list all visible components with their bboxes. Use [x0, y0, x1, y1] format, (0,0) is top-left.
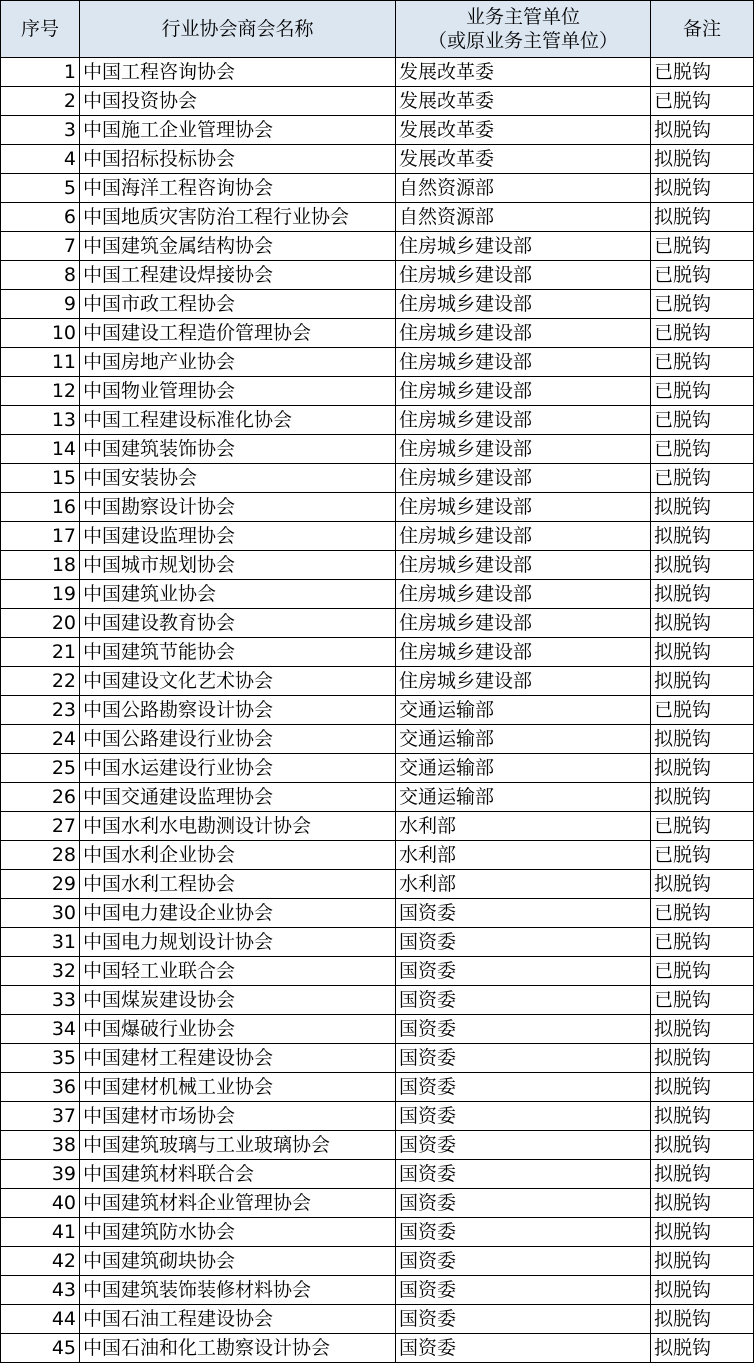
association-name: 中国公路建设行业协会 [80, 725, 396, 754]
supervising-unit: 国资委 [396, 1218, 651, 1247]
status-note: 拟脱钩 [651, 1015, 754, 1044]
status-note: 已脱钩 [651, 841, 754, 870]
status-note: 已脱钩 [651, 261, 754, 290]
association-name: 中国工程咨询协会 [80, 58, 396, 87]
table-row [1, 725, 754, 754]
table-row [1, 232, 754, 261]
row-number: 32 [1, 957, 80, 986]
header-no: 序号 [1, 1, 80, 58]
row-number: 33 [1, 986, 80, 1015]
status-note: 拟脱钩 [651, 725, 754, 754]
status-note: 已脱钩 [651, 377, 754, 406]
table-row [1, 377, 754, 406]
table-row [1, 464, 754, 493]
status-note: 拟脱钩 [651, 1276, 754, 1305]
table-row [1, 145, 754, 174]
association-name: 中国建筑砌块协会 [80, 1247, 396, 1276]
table-row [1, 957, 754, 986]
table-row [1, 1102, 754, 1131]
association-name: 中国建材机械工业协会 [80, 1073, 396, 1102]
row-number: 13 [1, 406, 80, 435]
table-row [1, 667, 754, 696]
row-number: 25 [1, 754, 80, 783]
row-number: 39 [1, 1160, 80, 1189]
association-name: 中国城市规划协会 [80, 551, 396, 580]
status-note: 拟脱钩 [651, 1218, 754, 1247]
row-number: 16 [1, 493, 80, 522]
row-number: 6 [1, 203, 80, 232]
association-name: 中国电力建设企业协会 [80, 899, 396, 928]
table-row [1, 1131, 754, 1160]
table-row [1, 783, 754, 812]
association-name: 中国公路勘察设计协会 [80, 696, 396, 725]
supervising-unit: 住房城乡建设部 [396, 290, 651, 319]
status-note: 拟脱钩 [651, 1131, 754, 1160]
table-row [1, 87, 754, 116]
status-note: 拟脱钩 [651, 1305, 754, 1334]
supervising-unit: 住房城乡建设部 [396, 551, 651, 580]
row-number: 30 [1, 899, 80, 928]
status-note: 已脱钩 [651, 899, 754, 928]
status-note: 拟脱钩 [651, 1073, 754, 1102]
status-note: 已脱钩 [651, 928, 754, 957]
association-name: 中国勘察设计协会 [80, 493, 396, 522]
supervising-unit: 国资委 [396, 1073, 651, 1102]
table-row [1, 928, 754, 957]
table-row [1, 1189, 754, 1218]
table-row [1, 638, 754, 667]
row-number: 22 [1, 667, 80, 696]
association-name: 中国水利工程协会 [80, 870, 396, 899]
association-name: 中国房地产业协会 [80, 348, 396, 377]
row-number: 4 [1, 145, 80, 174]
table-row [1, 1073, 754, 1102]
supervising-unit: 住房城乡建设部 [396, 609, 651, 638]
row-number: 43 [1, 1276, 80, 1305]
row-number: 34 [1, 1015, 80, 1044]
table-row [1, 493, 754, 522]
row-number: 15 [1, 464, 80, 493]
status-note: 已脱钩 [651, 58, 754, 87]
row-number: 1 [1, 58, 80, 87]
header-note: 备注 [651, 1, 754, 58]
row-number: 11 [1, 348, 80, 377]
status-note: 拟脱钩 [651, 667, 754, 696]
association-name: 中国水运建设行业协会 [80, 754, 396, 783]
row-number: 44 [1, 1305, 80, 1334]
association-name: 中国建筑防水协会 [80, 1218, 396, 1247]
association-name: 中国石油和化工勘察设计协会 [80, 1334, 396, 1363]
table-row [1, 1044, 754, 1073]
supervising-unit: 交通运输部 [396, 754, 651, 783]
association-name: 中国建材市场协会 [80, 1102, 396, 1131]
association-name: 中国建筑玻璃与工业玻璃协会 [80, 1131, 396, 1160]
row-number: 21 [1, 638, 80, 667]
status-note: 拟脱钩 [651, 203, 754, 232]
table-row [1, 696, 754, 725]
row-number: 24 [1, 725, 80, 754]
supervising-unit: 国资委 [396, 1131, 651, 1160]
table-row [1, 1305, 754, 1334]
status-note: 拟脱钩 [651, 1247, 754, 1276]
table-row [1, 986, 754, 1015]
row-number: 19 [1, 580, 80, 609]
row-number: 38 [1, 1131, 80, 1160]
status-note: 拟脱钩 [651, 551, 754, 580]
table-row [1, 522, 754, 551]
association-name: 中国招标投标协会 [80, 145, 396, 174]
supervising-unit: 住房城乡建设部 [396, 522, 651, 551]
row-number: 23 [1, 696, 80, 725]
association-name: 中国建筑业协会 [80, 580, 396, 609]
supervising-unit: 国资委 [396, 928, 651, 957]
association-name: 中国投资协会 [80, 87, 396, 116]
status-note: 拟脱钩 [651, 609, 754, 638]
association-name: 中国建筑材料联合会 [80, 1160, 396, 1189]
supervising-unit: 国资委 [396, 1305, 651, 1334]
status-note: 拟脱钩 [651, 783, 754, 812]
association-name: 中国建筑装饰装修材料协会 [80, 1276, 396, 1305]
header-row [1, 1, 754, 58]
supervising-unit: 住房城乡建设部 [396, 261, 651, 290]
status-note: 已脱钩 [651, 435, 754, 464]
association-name: 中国物业管理协会 [80, 377, 396, 406]
supervising-unit: 国资委 [396, 1160, 651, 1189]
association-name: 中国市政工程协会 [80, 290, 396, 319]
association-name: 中国轻工业联合会 [80, 957, 396, 986]
table-body [1, 58, 754, 1363]
table-row [1, 899, 754, 928]
row-number: 8 [1, 261, 80, 290]
association-name: 中国煤炭建设协会 [80, 986, 396, 1015]
supervising-unit: 住房城乡建设部 [396, 667, 651, 696]
supervising-unit: 自然资源部 [396, 203, 651, 232]
status-note: 拟脱钩 [651, 1044, 754, 1073]
status-note: 已脱钩 [651, 696, 754, 725]
table-row [1, 551, 754, 580]
status-note: 拟脱钩 [651, 754, 754, 783]
table-row [1, 841, 754, 870]
association-name: 中国地质灾害防治工程行业协会 [80, 203, 396, 232]
supervising-unit: 水利部 [396, 870, 651, 899]
status-note: 拟脱钩 [651, 174, 754, 203]
supervising-unit: 住房城乡建设部 [396, 232, 651, 261]
header-name: 行业协会商会名称 [80, 1, 396, 58]
supervising-unit: 交通运输部 [396, 783, 651, 812]
status-note: 拟脱钩 [651, 145, 754, 174]
table-row [1, 261, 754, 290]
supervising-unit: 水利部 [396, 812, 651, 841]
table-row [1, 203, 754, 232]
status-note: 拟脱钩 [651, 1189, 754, 1218]
association-name: 中国电力规划设计协会 [80, 928, 396, 957]
row-number: 14 [1, 435, 80, 464]
table-row [1, 1218, 754, 1247]
row-number: 18 [1, 551, 80, 580]
status-note: 已脱钩 [651, 290, 754, 319]
supervising-unit: 住房城乡建设部 [396, 493, 651, 522]
header-dept-line1: 业务主管单位 [465, 6, 580, 28]
status-note: 拟脱钩 [651, 522, 754, 551]
association-name: 中国建筑材料企业管理协会 [80, 1189, 396, 1218]
association-name: 中国建筑金属结构协会 [80, 232, 396, 261]
supervising-unit: 国资委 [396, 1044, 651, 1073]
table-row [1, 1160, 754, 1189]
status-note: 拟脱钩 [651, 580, 754, 609]
association-name: 中国建筑节能协会 [80, 638, 396, 667]
header-dept-line2: （或原业务主管单位） [427, 30, 618, 52]
supervising-unit: 住房城乡建设部 [396, 406, 651, 435]
status-note: 已脱钩 [651, 232, 754, 261]
supervising-unit: 发展改革委 [396, 145, 651, 174]
supervising-unit: 发展改革委 [396, 87, 651, 116]
status-note: 已脱钩 [651, 406, 754, 435]
association-name: 中国建设监理协会 [80, 522, 396, 551]
association-name: 中国安装协会 [80, 464, 396, 493]
row-number: 20 [1, 609, 80, 638]
row-number: 29 [1, 870, 80, 899]
table-row [1, 754, 754, 783]
status-note: 已脱钩 [651, 464, 754, 493]
row-number: 37 [1, 1102, 80, 1131]
table-row [1, 1015, 754, 1044]
row-number: 28 [1, 841, 80, 870]
row-number: 41 [1, 1218, 80, 1247]
supervising-unit: 国资委 [396, 899, 651, 928]
association-name: 中国交通建设监理协会 [80, 783, 396, 812]
association-name: 中国施工企业管理协会 [80, 116, 396, 145]
status-note: 拟脱钩 [651, 116, 754, 145]
table-row [1, 290, 754, 319]
status-note: 已脱钩 [651, 348, 754, 377]
supervising-unit: 交通运输部 [396, 725, 651, 754]
row-number: 12 [1, 377, 80, 406]
table-row [1, 58, 754, 87]
supervising-unit: 国资委 [396, 986, 651, 1015]
association-name: 中国建设工程造价管理协会 [80, 319, 396, 348]
status-note: 已脱钩 [651, 957, 754, 986]
supervising-unit: 发展改革委 [396, 58, 651, 87]
status-note: 已脱钩 [651, 812, 754, 841]
status-note: 拟脱钩 [651, 1160, 754, 1189]
table-row [1, 406, 754, 435]
supervising-unit: 住房城乡建设部 [396, 348, 651, 377]
row-number: 3 [1, 116, 80, 145]
association-name: 中国建设教育协会 [80, 609, 396, 638]
supervising-unit: 住房城乡建设部 [396, 638, 651, 667]
status-note: 已脱钩 [651, 319, 754, 348]
supervising-unit: 国资委 [396, 957, 651, 986]
table-row [1, 1334, 754, 1363]
status-note: 拟脱钩 [651, 638, 754, 667]
supervising-unit: 发展改革委 [396, 116, 651, 145]
table-row [1, 174, 754, 203]
table-row [1, 348, 754, 377]
association-name: 中国建筑装饰协会 [80, 435, 396, 464]
row-number: 2 [1, 87, 80, 116]
header-dept [396, 1, 651, 58]
status-note: 已脱钩 [651, 986, 754, 1015]
row-number: 36 [1, 1073, 80, 1102]
row-number: 45 [1, 1334, 80, 1363]
row-number: 10 [1, 319, 80, 348]
association-name: 中国建材工程建设协会 [80, 1044, 396, 1073]
association-name: 中国建设文化艺术协会 [80, 667, 396, 696]
status-note: 拟脱钩 [651, 1102, 754, 1131]
row-number: 35 [1, 1044, 80, 1073]
table-row [1, 319, 754, 348]
row-number: 31 [1, 928, 80, 957]
row-number: 27 [1, 812, 80, 841]
table-row [1, 1247, 754, 1276]
table-row [1, 870, 754, 899]
status-note: 拟脱钩 [651, 493, 754, 522]
association-name: 中国水利水电勘测设计协会 [80, 812, 396, 841]
table-row [1, 1276, 754, 1305]
status-note: 拟脱钩 [651, 870, 754, 899]
supervising-unit: 国资委 [396, 1189, 651, 1218]
supervising-unit: 国资委 [396, 1102, 651, 1131]
row-number: 26 [1, 783, 80, 812]
association-name: 中国海洋工程咨询协会 [80, 174, 396, 203]
association-name: 中国工程建设焊接协会 [80, 261, 396, 290]
table-row [1, 812, 754, 841]
supervising-unit: 国资委 [396, 1334, 651, 1363]
table-row [1, 435, 754, 464]
supervising-unit: 住房城乡建设部 [396, 377, 651, 406]
supervising-unit: 国资委 [396, 1015, 651, 1044]
supervising-unit: 住房城乡建设部 [396, 435, 651, 464]
supervising-unit: 国资委 [396, 1247, 651, 1276]
row-number: 5 [1, 174, 80, 203]
supervising-unit: 水利部 [396, 841, 651, 870]
supervising-unit: 住房城乡建设部 [396, 580, 651, 609]
association-name: 中国工程建设标准化协会 [80, 406, 396, 435]
association-name: 中国水利企业协会 [80, 841, 396, 870]
row-number: 40 [1, 1189, 80, 1218]
row-number: 42 [1, 1247, 80, 1276]
table-row [1, 580, 754, 609]
supervising-unit: 住房城乡建设部 [396, 464, 651, 493]
status-note: 已脱钩 [651, 87, 754, 116]
status-note: 拟脱钩 [651, 1334, 754, 1363]
table-row [1, 116, 754, 145]
supervising-unit: 自然资源部 [396, 174, 651, 203]
row-number: 9 [1, 290, 80, 319]
row-number: 17 [1, 522, 80, 551]
supervising-unit: 国资委 [396, 1276, 651, 1305]
row-number: 7 [1, 232, 80, 261]
table-row [1, 609, 754, 638]
supervising-unit: 住房城乡建设部 [396, 319, 651, 348]
supervising-unit: 交通运输部 [396, 696, 651, 725]
association-name: 中国爆破行业协会 [80, 1015, 396, 1044]
association-name: 中国石油工程建设协会 [80, 1305, 396, 1334]
